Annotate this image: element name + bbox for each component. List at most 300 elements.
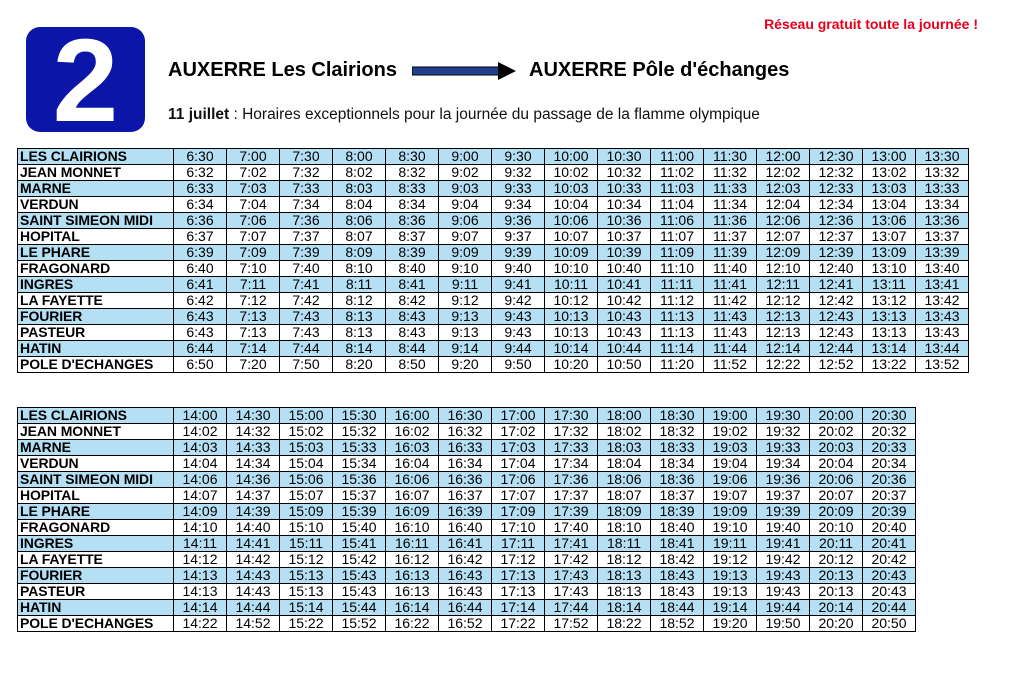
departure-time: 16:32 — [439, 424, 492, 440]
table-row — [18, 504, 916, 520]
departure-time: 18:52 — [651, 616, 704, 632]
departure-time: 14:09 — [174, 504, 227, 520]
stop-name: LE PHARE — [18, 245, 174, 261]
departure-time: 19:41 — [757, 536, 810, 552]
departure-time: 20:13 — [810, 568, 863, 584]
departure-time: 18:40 — [651, 520, 704, 536]
departure-time: 15:06 — [280, 472, 333, 488]
departure-time: 11:32 — [704, 165, 757, 181]
departure-time: 18:03 — [598, 440, 651, 456]
table-row — [18, 197, 969, 213]
departure-time: 20:42 — [863, 552, 916, 568]
departure-time: 7:00 — [227, 149, 280, 165]
departure-time: 12:02 — [757, 165, 810, 181]
departure-time: 10:33 — [598, 181, 651, 197]
departure-time: 17:00 — [492, 408, 545, 424]
departure-time: 19:43 — [757, 568, 810, 584]
table-row — [18, 424, 916, 440]
departure-time: 17:10 — [492, 520, 545, 536]
departure-time: 14:33 — [227, 440, 280, 456]
departure-time: 9:40 — [492, 261, 545, 277]
departure-time: 8:43 — [386, 325, 439, 341]
departure-time: 9:11 — [439, 277, 492, 293]
departure-time: 6:32 — [174, 165, 227, 181]
stop-name: SAINT SIMEON MIDI — [18, 472, 174, 488]
departure-time: 11:41 — [704, 277, 757, 293]
departure-time: 7:43 — [280, 309, 333, 325]
departure-time: 7:11 — [227, 277, 280, 293]
stop-name: HATIN — [18, 341, 174, 357]
table-row — [18, 277, 969, 293]
departure-time: 9:50 — [492, 357, 545, 373]
departure-time: 18:33 — [651, 440, 704, 456]
departure-time: 16:13 — [386, 584, 439, 600]
departure-time: 15:44 — [333, 600, 386, 616]
departure-time: 13:10 — [863, 261, 916, 277]
departure-time: 13:44 — [916, 341, 969, 357]
departure-time: 14:13 — [174, 584, 227, 600]
departure-time: 8:04 — [333, 197, 386, 213]
departure-time: 7:39 — [280, 245, 333, 261]
stop-name: HOPITAL — [18, 488, 174, 504]
departure-time: 8:03 — [333, 181, 386, 197]
departure-time: 12:10 — [757, 261, 810, 277]
departure-time: 19:10 — [704, 520, 757, 536]
departure-time: 13:00 — [863, 149, 916, 165]
timetable-morning — [17, 148, 969, 373]
departure-time: 10:37 — [598, 229, 651, 245]
departure-time: 15:04 — [280, 456, 333, 472]
departure-time: 15:09 — [280, 504, 333, 520]
departure-time: 18:42 — [651, 552, 704, 568]
departure-time: 13:07 — [863, 229, 916, 245]
departure-time: 10:09 — [545, 245, 598, 261]
departure-time: 16:12 — [386, 552, 439, 568]
departure-time: 9:13 — [439, 325, 492, 341]
departure-time: 12:30 — [810, 149, 863, 165]
departure-time: 14:43 — [227, 584, 280, 600]
departure-time: 12:07 — [757, 229, 810, 245]
departure-time: 20:11 — [810, 536, 863, 552]
departure-time: 10:13 — [545, 309, 598, 325]
departure-time: 20:36 — [863, 472, 916, 488]
departure-time: 14:37 — [227, 488, 280, 504]
departure-time: 13:04 — [863, 197, 916, 213]
departure-time: 12:36 — [810, 213, 863, 229]
departure-time: 19:04 — [704, 456, 757, 472]
stop-name: JEAN MONNET — [18, 165, 174, 181]
departure-time: 7:13 — [227, 309, 280, 325]
stop-name: JEAN MONNET — [18, 424, 174, 440]
departure-time: 15:13 — [280, 584, 333, 600]
departure-time: 8:20 — [333, 357, 386, 373]
departure-time: 16:03 — [386, 440, 439, 456]
departure-time: 6:34 — [174, 197, 227, 213]
departure-time: 11:30 — [704, 149, 757, 165]
departure-time: 11:40 — [704, 261, 757, 277]
departure-time: 11:36 — [704, 213, 757, 229]
departure-time: 13:14 — [863, 341, 916, 357]
departure-time: 7:06 — [227, 213, 280, 229]
departure-time: 9:12 — [439, 293, 492, 309]
departure-time: 17:37 — [545, 488, 598, 504]
departure-time: 18:34 — [651, 456, 704, 472]
departure-time: 9:43 — [492, 325, 545, 341]
departure-time: 15:52 — [333, 616, 386, 632]
departure-time: 14:13 — [174, 568, 227, 584]
departure-time: 8:09 — [333, 245, 386, 261]
departure-time: 18:43 — [651, 568, 704, 584]
departure-time: 15:07 — [280, 488, 333, 504]
departure-time: 7:43 — [280, 325, 333, 341]
departure-time: 19:43 — [757, 584, 810, 600]
departure-time: 11:13 — [651, 309, 704, 325]
departure-time: 19:06 — [704, 472, 757, 488]
departure-time: 20:20 — [810, 616, 863, 632]
departure-time: 15:14 — [280, 600, 333, 616]
departure-time: 17:06 — [492, 472, 545, 488]
departure-time: 10:41 — [598, 277, 651, 293]
departure-time: 18:30 — [651, 408, 704, 424]
departure-time: 13:40 — [916, 261, 969, 277]
departure-time: 18:02 — [598, 424, 651, 440]
departure-time: 7:44 — [280, 341, 333, 357]
departure-time: 10:36 — [598, 213, 651, 229]
departure-time: 19:42 — [757, 552, 810, 568]
departure-time: 17:43 — [545, 568, 598, 584]
departure-time: 9:14 — [439, 341, 492, 357]
departure-time: 8:13 — [333, 309, 386, 325]
stop-name: INGRES — [18, 277, 174, 293]
departure-time: 20:14 — [810, 600, 863, 616]
departure-time: 10:12 — [545, 293, 598, 309]
departure-time: 9:34 — [492, 197, 545, 213]
departure-time: 11:33 — [704, 181, 757, 197]
stop-name: LES CLAIRIONS — [18, 408, 174, 424]
free-network-notice: Réseau gratuit toute la journée ! — [764, 16, 978, 32]
timetable-afternoon — [17, 407, 916, 632]
departure-time: 8:02 — [333, 165, 386, 181]
departure-time: 13:12 — [863, 293, 916, 309]
departure-time: 8:14 — [333, 341, 386, 357]
stop-name: POLE D'ECHANGES — [18, 616, 174, 632]
departure-time: 12:33 — [810, 181, 863, 197]
departure-time: 7:12 — [227, 293, 280, 309]
departure-time: 11:14 — [651, 341, 704, 357]
departure-time: 20:39 — [863, 504, 916, 520]
departure-time: 6:44 — [174, 341, 227, 357]
departure-time: 13:33 — [916, 181, 969, 197]
departure-time: 9:36 — [492, 213, 545, 229]
departure-time: 19:37 — [757, 488, 810, 504]
departure-time: 8:37 — [386, 229, 439, 245]
departure-time: 10:43 — [598, 325, 651, 341]
departure-time: 19:14 — [704, 600, 757, 616]
departure-time: 16:14 — [386, 600, 439, 616]
departure-time: 14:41 — [227, 536, 280, 552]
departure-time: 13:13 — [863, 325, 916, 341]
departure-time: 11:37 — [704, 229, 757, 245]
departure-time: 15:02 — [280, 424, 333, 440]
schedule-note: : Horaires exceptionnels pour la journée du passage de la flamme olympique — [229, 106, 760, 123]
departure-time: 11:20 — [651, 357, 704, 373]
departure-time: 10:43 — [598, 309, 651, 325]
departure-time: 18:36 — [651, 472, 704, 488]
departure-time: 13:36 — [916, 213, 969, 229]
departure-time: 10:14 — [545, 341, 598, 357]
departure-time: 8:10 — [333, 261, 386, 277]
stop-name: LE PHARE — [18, 504, 174, 520]
departure-time: 9:33 — [492, 181, 545, 197]
departure-time: 18:00 — [598, 408, 651, 424]
departure-time: 13:06 — [863, 213, 916, 229]
departure-time: 20:41 — [863, 536, 916, 552]
departure-time: 14:22 — [174, 616, 227, 632]
table-row — [18, 536, 916, 552]
departure-time: 15:11 — [280, 536, 333, 552]
departure-time: 9:07 — [439, 229, 492, 245]
departure-time: 17:09 — [492, 504, 545, 520]
departure-time: 9:09 — [439, 245, 492, 261]
departure-time: 12:43 — [810, 325, 863, 341]
departure-time: 15:40 — [333, 520, 386, 536]
departure-time: 11:43 — [704, 309, 757, 325]
departure-time: 13:41 — [916, 277, 969, 293]
departure-time: 16:39 — [439, 504, 492, 520]
departure-time: 14:40 — [227, 520, 280, 536]
departure-time: 7:34 — [280, 197, 333, 213]
table-row — [18, 456, 916, 472]
departure-time: 18:07 — [598, 488, 651, 504]
departure-time: 6:33 — [174, 181, 227, 197]
departure-time: 7:30 — [280, 149, 333, 165]
departure-time: 6:50 — [174, 357, 227, 373]
departure-time: 16:09 — [386, 504, 439, 520]
stop-name: LA FAYETTE — [18, 552, 174, 568]
departure-time: 12:13 — [757, 309, 810, 325]
departure-time: 6:42 — [174, 293, 227, 309]
departure-time: 20:09 — [810, 504, 863, 520]
departure-time: 17:33 — [545, 440, 598, 456]
departure-time: 12:44 — [810, 341, 863, 357]
departure-time: 11:04 — [651, 197, 704, 213]
departure-time: 12:37 — [810, 229, 863, 245]
departure-time: 14:32 — [227, 424, 280, 440]
departure-time: 9:06 — [439, 213, 492, 229]
departure-time: 7:02 — [227, 165, 280, 181]
departure-time: 9:32 — [492, 165, 545, 181]
departure-time: 15:42 — [333, 552, 386, 568]
departure-time: 16:43 — [439, 568, 492, 584]
departure-time: 10:03 — [545, 181, 598, 197]
departure-time: 15:41 — [333, 536, 386, 552]
departure-time: 12:52 — [810, 357, 863, 373]
departure-time: 19:02 — [704, 424, 757, 440]
departure-time: 13:22 — [863, 357, 916, 373]
departure-time: 12:22 — [757, 357, 810, 373]
departure-time: 10:04 — [545, 197, 598, 213]
table-row — [18, 341, 969, 357]
departure-time: 10:00 — [545, 149, 598, 165]
table-row — [18, 309, 969, 325]
departure-time: 11:00 — [651, 149, 704, 165]
departure-time: 8:32 — [386, 165, 439, 181]
departure-time: 17:02 — [492, 424, 545, 440]
departure-time: 14:39 — [227, 504, 280, 520]
departure-time: 7:33 — [280, 181, 333, 197]
departure-time: 17:39 — [545, 504, 598, 520]
departure-time: 19:11 — [704, 536, 757, 552]
departure-time: 17:12 — [492, 552, 545, 568]
departure-time: 15:03 — [280, 440, 333, 456]
departure-time: 18:10 — [598, 520, 651, 536]
departure-time: 6:40 — [174, 261, 227, 277]
departure-time: 20:33 — [863, 440, 916, 456]
departure-time: 16:36 — [439, 472, 492, 488]
departure-time: 11:10 — [651, 261, 704, 277]
table-row — [18, 181, 969, 197]
departure-time: 6:43 — [174, 309, 227, 325]
departure-time: 16:02 — [386, 424, 439, 440]
departure-time: 12:41 — [810, 277, 863, 293]
departure-time: 13:43 — [916, 309, 969, 325]
departure-time: 16:13 — [386, 568, 439, 584]
departure-time: 6:43 — [174, 325, 227, 341]
departure-time: 12:06 — [757, 213, 810, 229]
departure-time: 13:09 — [863, 245, 916, 261]
departure-time: 13:39 — [916, 245, 969, 261]
schedule-date: 11 juillet — [168, 106, 230, 123]
departure-time: 10:32 — [598, 165, 651, 181]
table-row — [18, 440, 916, 456]
stop-name: PASTEUR — [18, 325, 174, 341]
departure-time: 7:13 — [227, 325, 280, 341]
departure-time: 7:32 — [280, 165, 333, 181]
departure-time: 18:13 — [598, 584, 651, 600]
departure-time: 10:50 — [598, 357, 651, 373]
departure-time: 12:03 — [757, 181, 810, 197]
table-row — [18, 165, 969, 181]
departure-time: 8:13 — [333, 325, 386, 341]
departure-time: 20:32 — [863, 424, 916, 440]
table-row — [18, 325, 969, 341]
departure-time: 10:40 — [598, 261, 651, 277]
departure-time: 20:04 — [810, 456, 863, 472]
departure-time: 17:04 — [492, 456, 545, 472]
departure-time: 20:07 — [810, 488, 863, 504]
departure-time: 12:12 — [757, 293, 810, 309]
departure-time: 14:02 — [174, 424, 227, 440]
departure-time: 19:39 — [757, 504, 810, 520]
direction-arrow-icon — [412, 62, 518, 80]
departure-time: 10:42 — [598, 293, 651, 309]
departure-time: 17:44 — [545, 600, 598, 616]
stop-name: SAINT SIMEON MIDI — [18, 213, 174, 229]
departure-time: 13:11 — [863, 277, 916, 293]
departure-time: 17:11 — [492, 536, 545, 552]
departure-time: 11:03 — [651, 181, 704, 197]
departure-time: 17:14 — [492, 600, 545, 616]
departure-time: 14:44 — [227, 600, 280, 616]
departure-time: 17:43 — [545, 584, 598, 600]
departure-time: 18:22 — [598, 616, 651, 632]
departure-time: 12:34 — [810, 197, 863, 213]
departure-time: 18:12 — [598, 552, 651, 568]
table-row — [18, 488, 916, 504]
departure-time: 11:43 — [704, 325, 757, 341]
departure-time: 18:32 — [651, 424, 704, 440]
departure-time: 19:40 — [757, 520, 810, 536]
departure-time: 14:42 — [227, 552, 280, 568]
departure-time: 10:11 — [545, 277, 598, 293]
departure-time: 19:20 — [704, 616, 757, 632]
departure-time: 19:09 — [704, 504, 757, 520]
departure-time: 6:37 — [174, 229, 227, 245]
departure-time: 17:41 — [545, 536, 598, 552]
departure-time: 19:36 — [757, 472, 810, 488]
departure-time: 13:32 — [916, 165, 969, 181]
departure-time: 20:37 — [863, 488, 916, 504]
schedule-subtitle — [168, 106, 760, 124]
departure-time: 14:04 — [174, 456, 227, 472]
departure-time: 17:22 — [492, 616, 545, 632]
departure-time: 13:30 — [916, 149, 969, 165]
departure-time: 12:13 — [757, 325, 810, 341]
departure-time: 7:50 — [280, 357, 333, 373]
departure-time: 11:02 — [651, 165, 704, 181]
departure-time: 9:13 — [439, 309, 492, 325]
departure-time: 7:07 — [227, 229, 280, 245]
departure-time: 19:44 — [757, 600, 810, 616]
route-destination: AUXERRE Pôle d'échanges — [529, 59, 790, 81]
departure-time: 12:32 — [810, 165, 863, 181]
departure-time: 6:30 — [174, 149, 227, 165]
departure-time: 7:20 — [227, 357, 280, 373]
departure-time: 19:03 — [704, 440, 757, 456]
departure-time: 15:34 — [333, 456, 386, 472]
departure-time: 15:00 — [280, 408, 333, 424]
table-row — [18, 245, 969, 261]
table-row — [18, 568, 916, 584]
departure-time: 20:50 — [863, 616, 916, 632]
departure-time: 9:42 — [492, 293, 545, 309]
departure-time: 14:06 — [174, 472, 227, 488]
departure-time: 11:11 — [651, 277, 704, 293]
departure-time: 17:03 — [492, 440, 545, 456]
table-row — [18, 261, 969, 277]
stop-name: FOURIER — [18, 309, 174, 325]
stop-name: LES CLAIRIONS — [18, 149, 174, 165]
line-number: 2 — [52, 14, 119, 147]
departure-time: 14:34 — [227, 456, 280, 472]
departure-time: 8:50 — [386, 357, 439, 373]
departure-time: 11:39 — [704, 245, 757, 261]
stop-name: MARNE — [18, 440, 174, 456]
departure-time: 20:12 — [810, 552, 863, 568]
departure-time: 14:43 — [227, 568, 280, 584]
stop-name: LA FAYETTE — [18, 293, 174, 309]
departure-time: 19:50 — [757, 616, 810, 632]
departure-time: 8:40 — [386, 261, 439, 277]
departure-time: 14:10 — [174, 520, 227, 536]
departure-time: 15:13 — [280, 568, 333, 584]
departure-time: 12:09 — [757, 245, 810, 261]
departure-time: 7:36 — [280, 213, 333, 229]
departure-time: 17:30 — [545, 408, 598, 424]
departure-time: 19:30 — [757, 408, 810, 424]
departure-time: 8:43 — [386, 309, 439, 325]
departure-time: 12:11 — [757, 277, 810, 293]
